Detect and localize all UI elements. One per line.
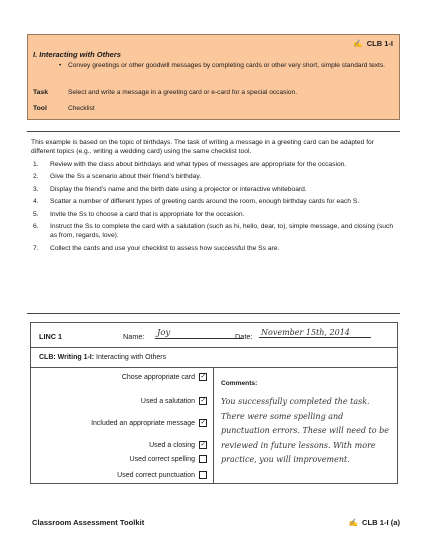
step-number: 4. [33,198,39,206]
list-item [31,210,399,219]
tool-label: Tool [33,105,47,112]
criterion-label: Used correct punctuation [117,471,195,479]
step-number: 5. [33,210,39,218]
step-text: Display the friend’s name and the birth date using a projector or interactive whiteboard. [50,185,307,193]
list-item [31,197,399,206]
competency-bullet [59,61,386,70]
step-text: Scatter a number of different types of greeting cards around the room, enough birthday cards for each S. [50,198,360,206]
checkbox[interactable] [199,441,207,449]
criterion-row [91,419,207,427]
step-text: Collect the cards and use your checklist to assess how successful the Ss are. [50,244,280,252]
list-item [31,244,399,253]
clb-prefix: CLB: Writing 1-I: [39,354,95,361]
form-header-row [31,323,397,348]
name-field[interactable]: Joy [155,328,243,339]
step-text: Instruct the Ss to complete the card with a salutation (such as hi, hello, dear, to), simple message, and closing (such as from, regards, love). [50,222,394,240]
divider [31,367,397,368]
criterion-label: Used a salutation [140,397,195,405]
divider [27,313,400,314]
pencil-icon: ✍ [348,518,359,527]
clb-writing-line [39,354,166,361]
task-text: Select and write a message in a greeting card or e-card for a special occasion. [68,89,298,96]
bullet-text: Convey greetings or other goodwill messages by completing cards or other very short, simple standard texts. [68,62,386,69]
step-number: 3. [33,185,39,193]
criterion-label: Included an appropriate message [91,419,195,427]
date-label: Date: [235,332,253,341]
task-header-box [27,34,400,120]
section-title: I. Interacting with Others [33,50,121,59]
criterion-label: Used a closing [149,441,195,449]
step-text: Give the Ss a scenario about their friend’s birthday. [50,173,202,181]
criterion-row [149,441,207,449]
step-number: 1. [33,161,39,168]
checkbox[interactable] [199,419,207,427]
instruction-steps [31,160,399,256]
step-number: 6. [33,222,39,230]
tool-text: Checklist [68,105,95,112]
comments-text[interactable]: You successfully completed the task. There were some spelling and punctuation errors. These will need to be reviewed in future lessons. With more practice, you will improvement. [221,397,389,464]
divider [213,367,214,484]
checklist-form [30,322,398,484]
footer-title: Classroom Assessment Toolkit [32,518,145,527]
step-text: Invite the Ss to choose a card that is appropriate for the occasion. [50,210,245,218]
list-item [31,172,399,181]
bullet-dot-icon: • [59,62,62,69]
linc-level: LINC 1 [39,332,63,341]
step-text: Review with the class about birthdays and what types of messages are appropriate for the occasion. [50,161,347,168]
checkbox[interactable] [199,455,207,463]
list-item [31,185,399,194]
step-number: 2. [33,173,39,181]
criterion-label: Chose appropriate card [121,373,195,381]
footer-clb-tag [349,518,400,527]
checkbox[interactable] [199,471,207,479]
criterion-row [117,471,207,479]
criterion-label: Used correct spelling [129,455,195,463]
task-label: Task [33,89,48,96]
list-item [31,222,399,240]
clb-tag-text: CLB 1-I [366,39,393,48]
pencil-icon: ✍ [353,39,363,48]
checkbox[interactable] [199,373,207,381]
clb-text: Interacting with Others [94,354,167,361]
checkbox[interactable] [199,397,207,405]
criterion-row [122,373,207,381]
step-number: 7. [33,244,39,252]
comments-label: Comments: [221,380,258,387]
footer-clb-text: CLB 1-I (a) [362,518,400,527]
clb-tag [353,39,393,48]
name-label: Name: [123,332,145,341]
divider [27,131,400,132]
date-field[interactable]: November 15th, 2014 [259,328,371,338]
criterion-row [141,397,207,405]
intro-paragraph: This example is based on the topic of birthdays. The task of writing a message in a greeting card can be adapted for different topics (e.g., writing a wedding card) using the same checklist tool. [31,139,374,156]
list-item [31,160,399,169]
criterion-row [130,455,207,463]
